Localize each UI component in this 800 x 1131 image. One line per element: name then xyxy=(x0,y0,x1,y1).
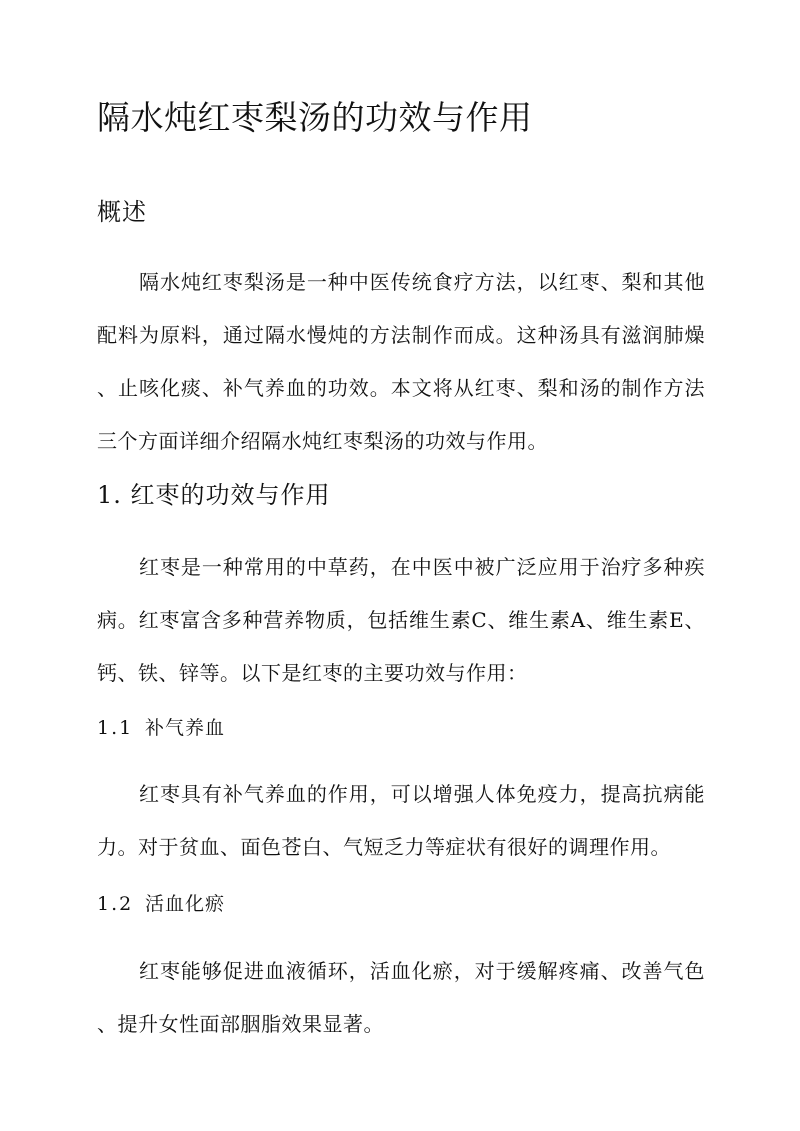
heading-overview: 概述 xyxy=(97,198,147,226)
paragraph-line: 隔水炖红枣梨汤是一种中医传统食疗方法，以红枣、梨和其他 xyxy=(97,270,705,294)
heading-section-1-2 xyxy=(97,890,225,918)
paragraph-line: 、止咳化痰、补气养血的功效。本文将从红枣、梨和汤的制作方法 xyxy=(97,376,705,400)
paragraph-section-1-2 xyxy=(97,953,705,1042)
paragraph-line: 、提升女性面部胭脂效果显著。 xyxy=(97,1012,384,1036)
paragraph-line: 病。红枣富含多种营养物质，包括维生素C、维生素A、维生素E、 xyxy=(97,608,705,632)
paragraph-line: 配料为原料，通过隔水慢炖的方法制作而成。这种汤具有滋润肺燥 xyxy=(97,323,705,347)
paragraph-section-1 xyxy=(97,549,705,691)
section-number: 1.1 xyxy=(97,717,134,739)
paragraph-line: 钙、铁、锌等。以下是红枣的主要功效与作用： xyxy=(97,661,528,685)
section-heading-text: 活血化瘀 xyxy=(145,893,226,915)
heading-section-1: 1. 红枣的功效与作用 xyxy=(97,481,331,509)
paragraph-overview xyxy=(97,264,705,459)
paragraph-line: 红枣具有补气养血的作用，可以增强人体免疫力，提高抗病能 xyxy=(97,782,705,806)
heading-section-1-1 xyxy=(97,714,225,742)
document-title: 隔水炖红枣梨汤的功效与作用 xyxy=(97,98,533,137)
paragraph-line: 红枣能够促进血液循环，活血化瘀，对于缓解疼痛、改善气色 xyxy=(97,959,705,983)
paragraph-line: 力。对于贫血、面色苍白、气短乏力等症状有很好的调理作用。 xyxy=(97,835,671,859)
paragraph-section-1-1 xyxy=(97,776,705,865)
paragraph-line: 三个方面详细介绍隔水炖红枣梨汤的功效与作用。 xyxy=(97,429,548,453)
section-number: 1.2 xyxy=(97,893,134,915)
paragraph-line: 红枣是一种常用的中草药，在中医中被广泛应用于治疗多种疾 xyxy=(97,555,705,579)
section-heading-text: 补气养血 xyxy=(145,717,226,739)
